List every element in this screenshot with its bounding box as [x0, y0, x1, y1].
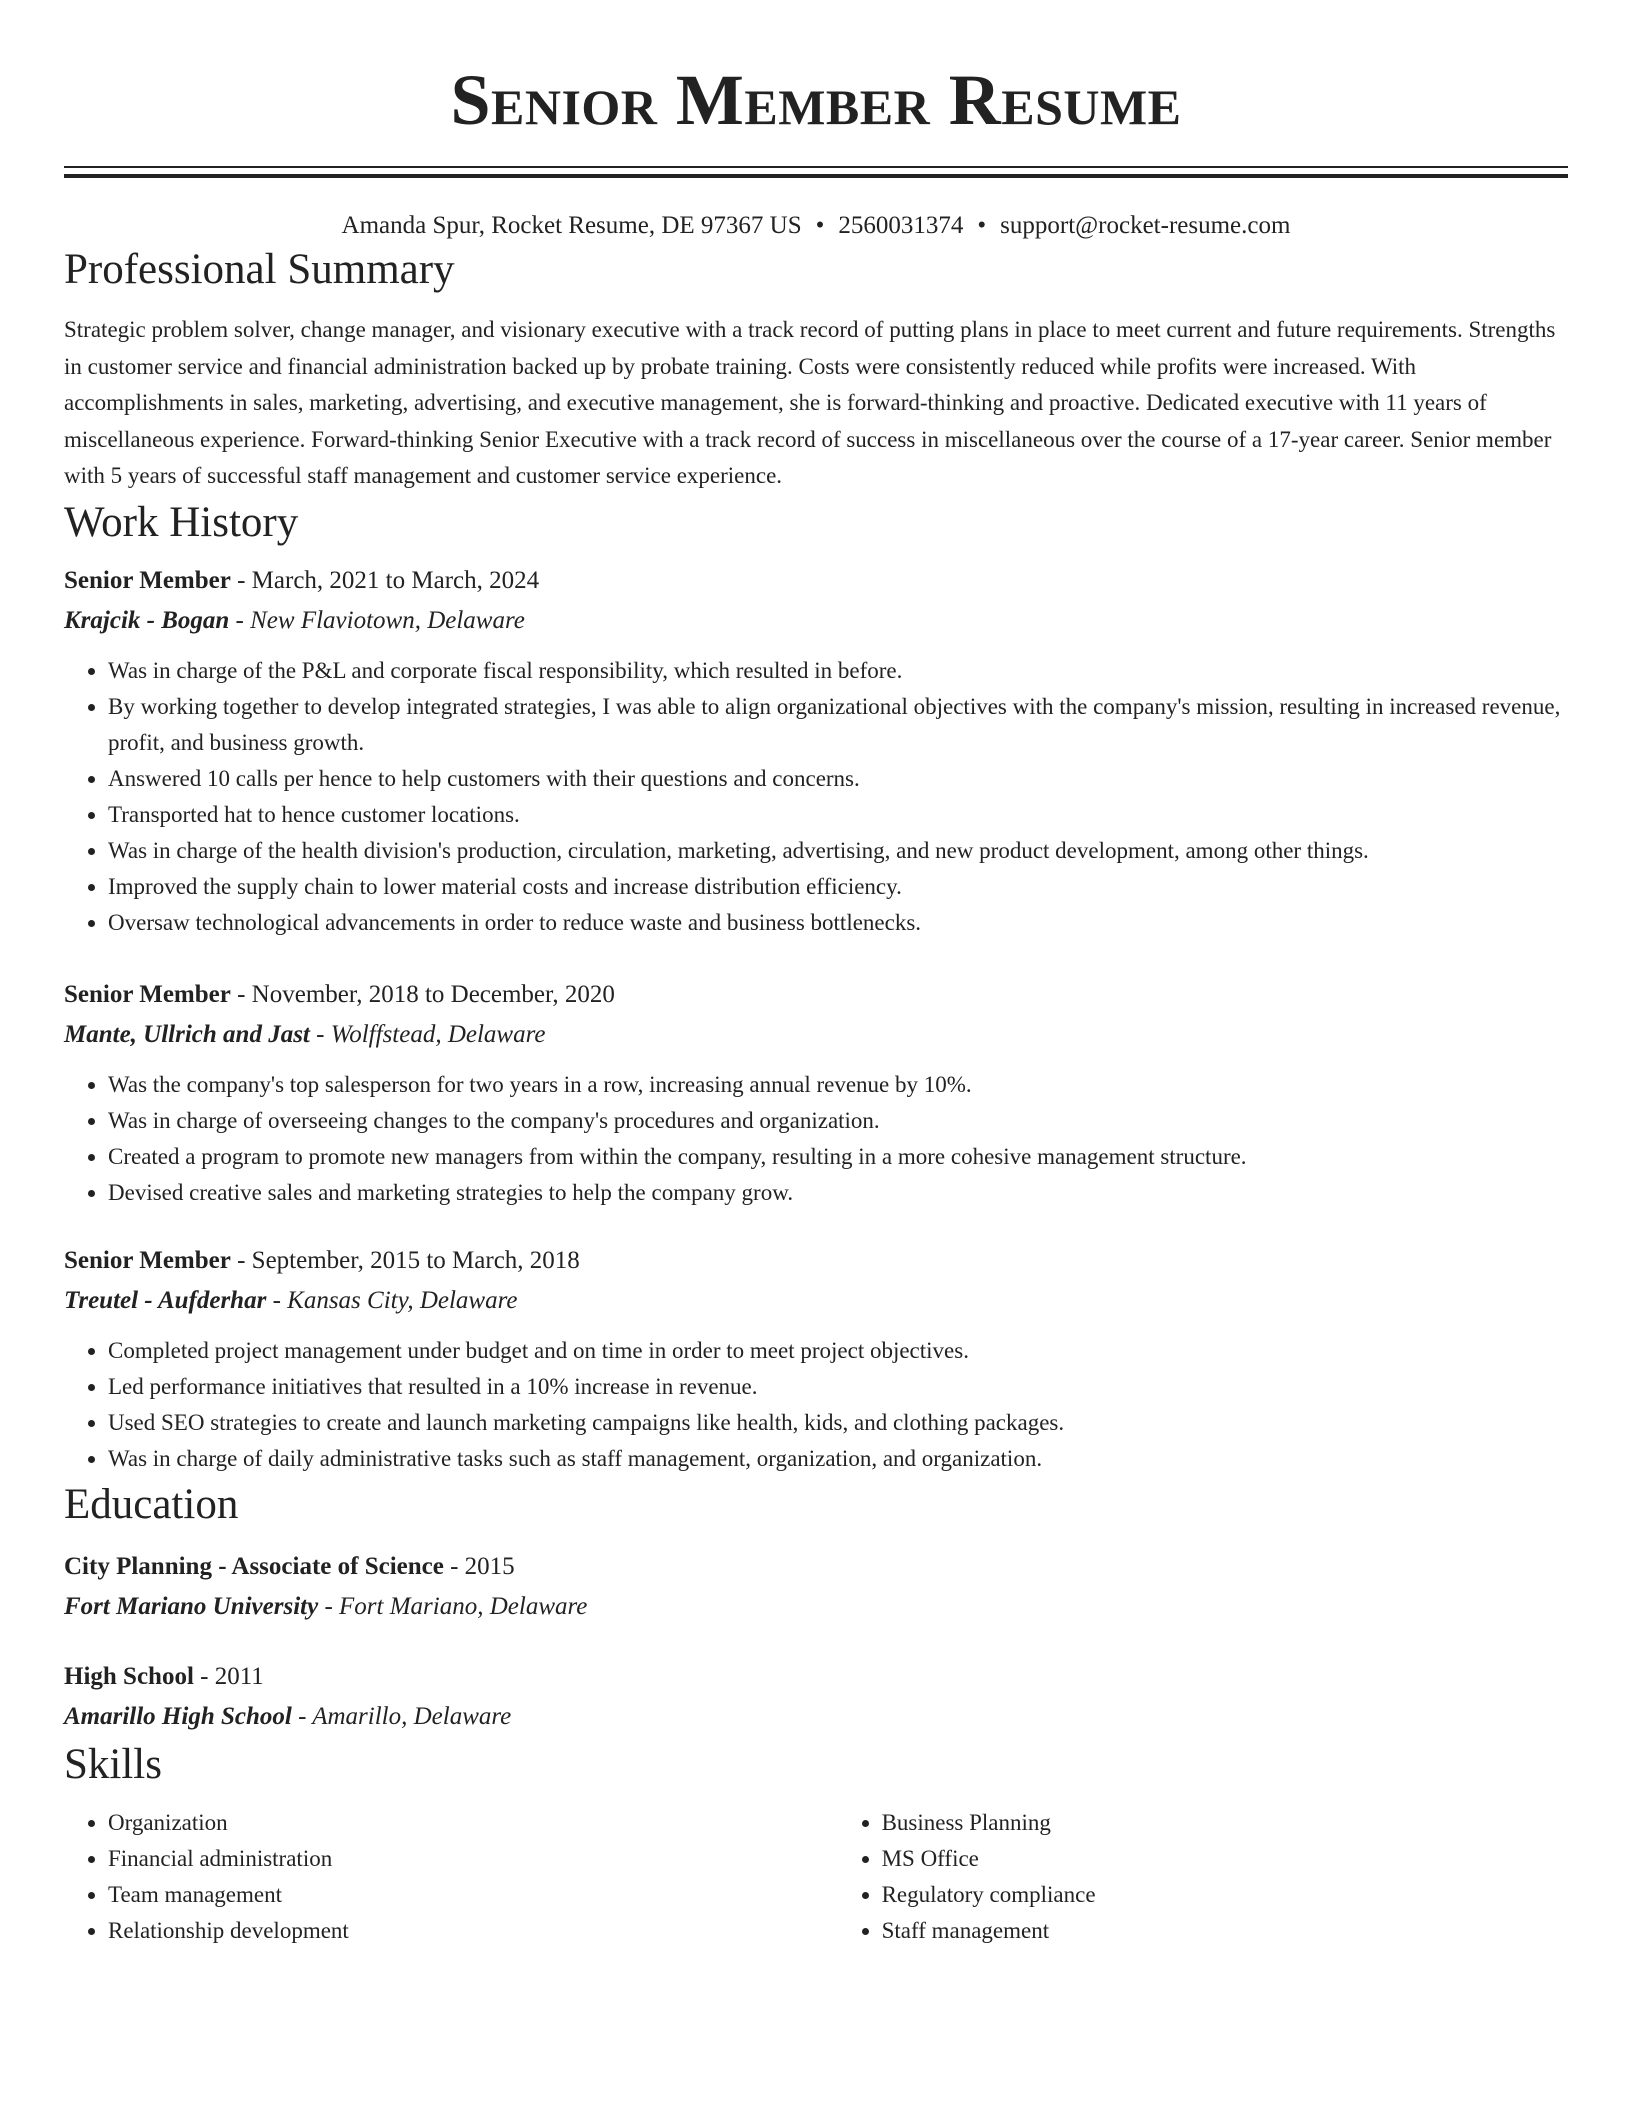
skills-list-left — [64, 1805, 838, 1949]
education-school-line — [64, 1697, 1568, 1737]
list-item: • Was in charge of daily administrative tasks such as staff management, organization, and organization. — [108, 1441, 1568, 1477]
education-location: - Amarillo, Delaware — [291, 1702, 512, 1730]
contact-phone: 2560031374 — [838, 212, 964, 239]
skill-item: • Financial administration — [108, 1841, 838, 1877]
list-item: • Oversaw technological advancements in order to reduce waste and business bottlenecks. — [108, 905, 1568, 941]
education-degree-line — [64, 1547, 1568, 1587]
list-item: • Answered 10 calls per hence to help customers with their questions and concerns. — [108, 761, 1568, 797]
job-title-line — [64, 1241, 1568, 1281]
list-item: • Improved the supply chain to lower material costs and increase distribution efficiency. — [108, 869, 1568, 905]
job-company: Krajcik - Bogan — [64, 606, 230, 634]
job-entry — [64, 1241, 1568, 1477]
job-bullets — [64, 1067, 1568, 1211]
job-title: Senior Member — [64, 980, 231, 1008]
contact-separator: • — [977, 212, 987, 239]
job-bullets — [64, 1333, 1568, 1477]
job-dates: - September, 2015 to March, 2018 — [230, 1246, 580, 1274]
job-title-line — [64, 975, 1568, 1015]
job-title: Senior Member — [64, 566, 231, 594]
skill-item: • Regulatory compliance — [882, 1877, 1568, 1913]
job-dates: - November, 2018 to December, 2020 — [230, 980, 615, 1008]
education-degree: High School — [64, 1662, 194, 1690]
list-item: • Led performance initiatives that resulted in a 10% increase in revenue. — [108, 1369, 1568, 1405]
job-location: - Kansas City, Delaware — [266, 1286, 518, 1314]
summary-text: Strategic problem solver, change manager, and visionary executive with a track record of putting plans in place to meet current and future requirements. Strengths in customer service and financial administration backed up by probate training. Costs were consistently reduced while profits were increased. With accomplishments in sales, marketing, advertising, and executive management, she is forward-thinking and proactive. Dedicated executive with 11 years of miscellaneous experience. Forward-thinking Senior Executive with a track record of success in miscellaneous over the course of a 17-year career. Senior member with 5 years of successful staff management and customer service experience. — [64, 317, 1556, 488]
job-entry — [64, 561, 1568, 941]
education-school: Fort Mariano University — [64, 1592, 319, 1620]
education-entry — [64, 1657, 1568, 1737]
skill-item: • Team management — [108, 1877, 838, 1913]
education-school: Amarillo High School — [64, 1702, 292, 1730]
job-entry — [64, 975, 1568, 1211]
job-dates: - March, 2021 to March, 2024 — [230, 566, 540, 594]
contact-line — [64, 210, 1568, 242]
job-company-line — [64, 1015, 1568, 1055]
list-item: • Was in charge of the health division's production, circulation, marketing, advertising, and new product development, among other things. — [108, 833, 1568, 869]
education-school-line — [64, 1587, 1568, 1627]
list-item: • Created a program to promote new managers from within the company, resulting in a more cohesive management structure. — [108, 1139, 1568, 1175]
list-item: • Devised creative sales and marketing strategies to help the company grow. — [108, 1175, 1568, 1211]
contact-address: Amanda Spur, Rocket Resume, DE 97367 US — [341, 212, 802, 239]
job-company-line — [64, 1281, 1568, 1321]
job-title-line — [64, 561, 1568, 601]
job-location: - New Flaviotown, Delaware — [229, 606, 525, 634]
skills-heading: Skills — [64, 1740, 162, 1788]
contact-email: support@rocket-resume.com — [1000, 212, 1291, 239]
list-item: • Was the company's top salesperson for two years in a row, increasing annual revenue by 10%. — [108, 1067, 1568, 1103]
job-location: - Wolffstead, Delaware — [309, 1020, 546, 1048]
list-item: • Completed project management under budget and on time in order to meet project objectives. — [108, 1333, 1568, 1369]
list-item: • Was in charge of the P&L and corporate fiscal responsibility, which resulted in before. — [108, 653, 1568, 689]
skill-item: • MS Office — [882, 1841, 1568, 1877]
skills-list-right — [838, 1805, 1568, 1949]
job-company: Mante, Ullrich and Jast — [64, 1020, 310, 1048]
job-title: Senior Member — [64, 1246, 231, 1274]
title-divider-thick — [64, 174, 1568, 178]
resume-title: Senior Member Resume — [450, 60, 1182, 140]
education-heading: Education — [64, 1480, 239, 1528]
job-company: Treutel - Aufderhar — [64, 1286, 267, 1314]
skill-item: • Organization — [108, 1805, 838, 1841]
skills-columns — [64, 1805, 1568, 1949]
education-year: - 2011 — [193, 1662, 264, 1690]
work-history-heading: Work History — [64, 498, 299, 546]
skill-item: • Staff management — [882, 1913, 1568, 1949]
list-item: • Used SEO strategies to create and launch marketing campaigns like health, kids, and clothing packages. — [108, 1405, 1568, 1441]
education-degree: City Planning - Associate of Science — [64, 1552, 444, 1580]
job-company-line — [64, 601, 1568, 641]
education-year: - 2015 — [443, 1552, 515, 1580]
contact-separator: • — [815, 212, 825, 239]
list-item: • By working together to develop integrated strategies, I was able to align organizational objectives with the company's mission, resulting in increased revenue, profit, and business growth. — [108, 689, 1568, 761]
summary-heading: Professional Summary — [64, 246, 455, 293]
skill-item: • Business Planning — [882, 1805, 1568, 1841]
education-entry — [64, 1547, 1568, 1627]
list-item: • Transported hat to hence customer locations. — [108, 797, 1568, 833]
education-degree-line — [64, 1657, 1568, 1697]
education-location: - Fort Mariano, Delaware — [318, 1592, 588, 1620]
title-divider-thin — [64, 166, 1568, 168]
skill-item: • Relationship development — [108, 1913, 838, 1949]
list-item: • Was in charge of overseeing changes to the company's procedures and organization. — [108, 1103, 1568, 1139]
job-bullets — [64, 653, 1568, 941]
